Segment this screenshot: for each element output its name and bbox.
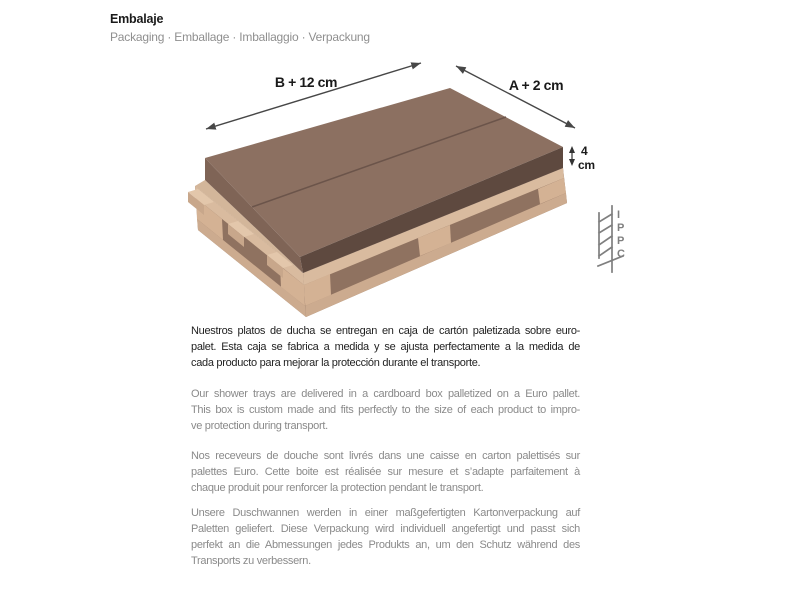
ippc-letter: C: [617, 248, 625, 260]
dim-label-a: A + 2 cm: [508, 77, 564, 93]
dim-height-unit: cm: [578, 158, 595, 172]
text-line: This box is custom made and fits perfectly to the size of each product to impro-: [191, 403, 580, 416]
ippc-letter: I: [617, 209, 621, 221]
text-line: palettes Euro. Cette boite est réalisée sur mesure et s’adapte parfaitement à: [191, 466, 580, 479]
text-line: Transports zu verbessern.: [191, 554, 311, 567]
page-subtitle: Packaging · Emballage · Imballaggio · Verpackung: [110, 30, 370, 44]
text-line: Paletten geliefert. Diese Verpackung wird individuell angefertigt und passt sich: [191, 523, 580, 536]
height-arrow-up: [569, 146, 575, 153]
text-line: Nos receveurs de douche sont livrés dans une caisse en carton palettisés sur: [191, 450, 580, 463]
paragraph-spanish: [191, 324, 580, 372]
text-line: palet. Esta caja se fabrica a medida y se ajusta perfectamente a la medida de: [191, 340, 580, 353]
text-line: Nuestros platos de ducha se entregan en caja de cartón paletizada sobre euro-: [191, 325, 580, 337]
description-text: [191, 324, 580, 585]
dim-label-b: B + 12 cm: [274, 74, 338, 90]
height-arrow-down: [569, 159, 575, 166]
paragraph-german: [191, 506, 580, 570]
paragraph-english: [191, 387, 580, 435]
paragraph-french: [191, 449, 580, 497]
ippc-letter: P: [617, 222, 625, 234]
text-line: perfekt an die Abmessungen jedes Produkts an, um den Schutz während des: [191, 538, 580, 551]
text-line: cada producto para mejorar la protección durante el transporte.: [191, 356, 481, 369]
ippc-letter: P: [617, 235, 625, 247]
text-line: Our shower trays are delivered in a cardboard box palletized on a Euro pallet.: [191, 387, 580, 400]
text-line: ve protection during transport.: [191, 419, 328, 432]
text-line: chaque produit pour renforcer la protection pendant le transport.: [191, 482, 484, 495]
dim-height-value: 4: [581, 144, 588, 158]
ippc-mark: [598, 206, 625, 272]
text-line: Unsere Duschwannen werden in einer maßgefertigten Kartonverpackung auf: [191, 507, 580, 520]
page-title: Embalaje: [110, 12, 164, 26]
